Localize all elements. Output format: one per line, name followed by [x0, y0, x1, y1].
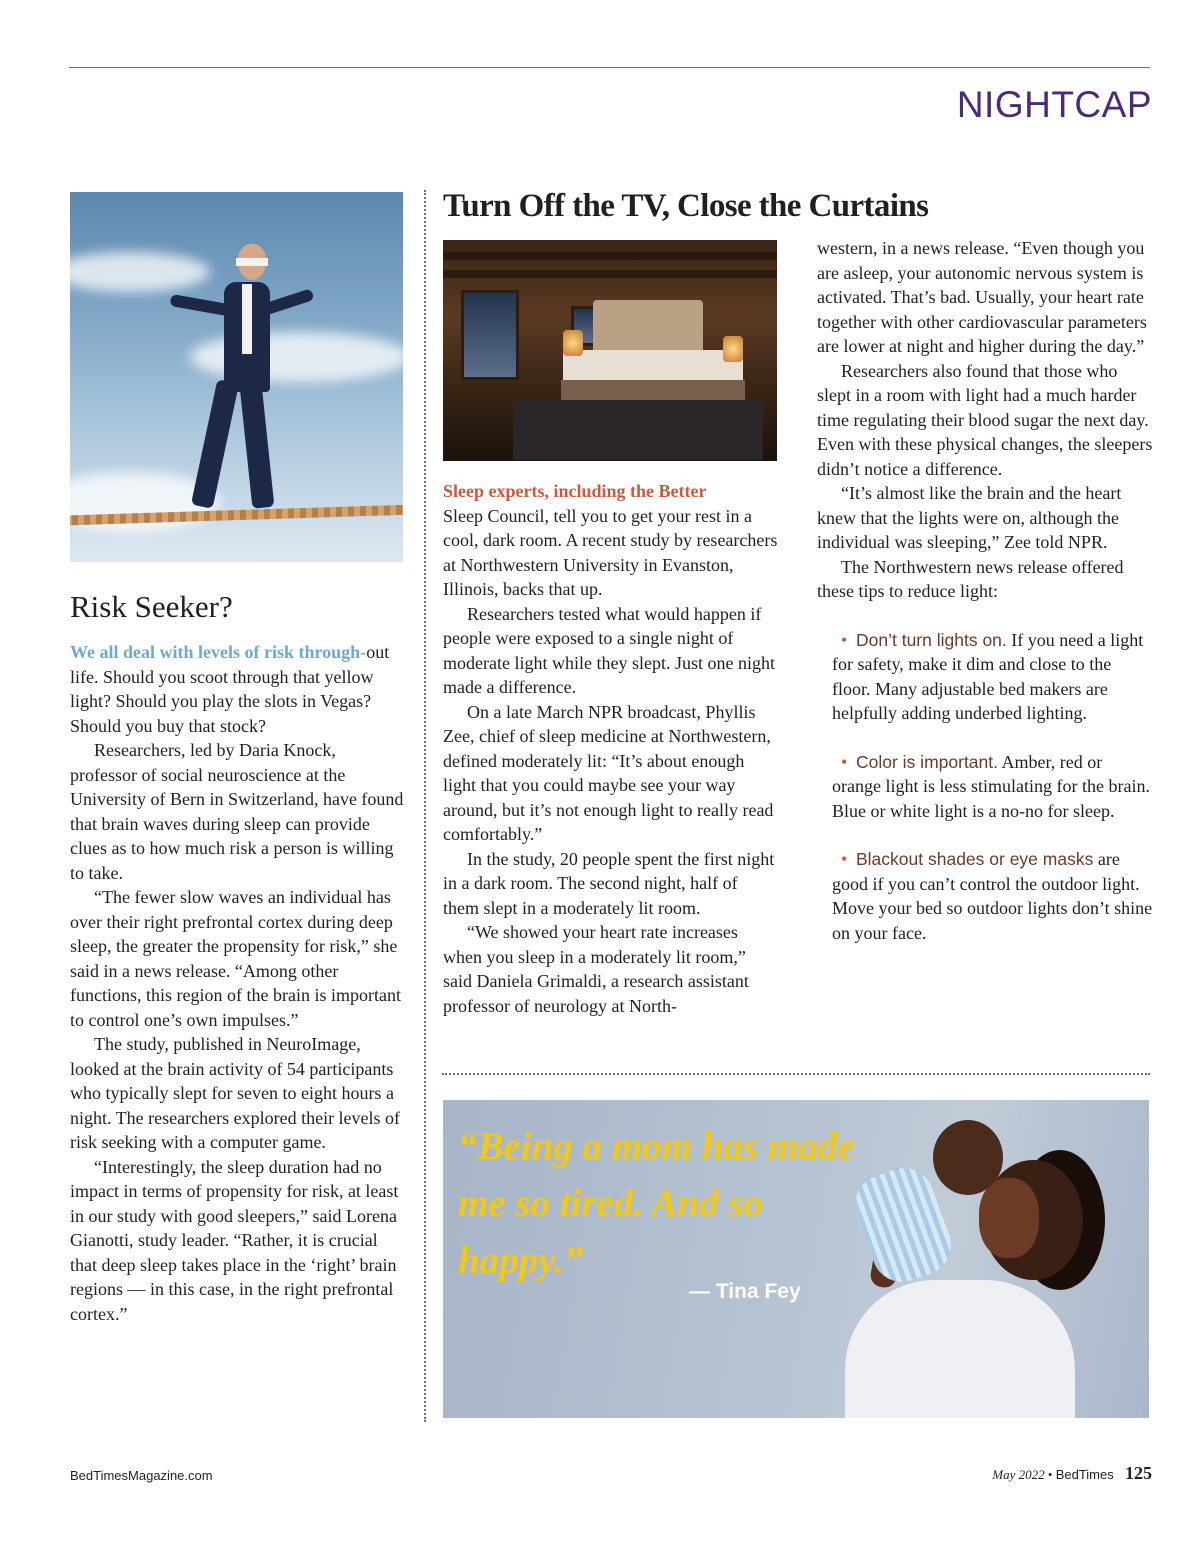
- rug: [513, 400, 763, 460]
- tip-heading: Blackout shades or eye masks: [856, 849, 1094, 869]
- tip-text: If you need a light for safety, make it dim and close to the floor. Many adjustable bed makers are helpfully adding underbed lighting.: [832, 629, 1144, 723]
- column-divider-horizontal: [442, 1073, 1150, 1075]
- footer-separator: •: [1047, 1467, 1053, 1482]
- paragraph: In the study, 20 people spent the first night in a dark room. The second night, half of them slept in a moderately lit room.: [443, 848, 775, 918]
- risk-article-title: Risk Seeker?: [70, 589, 233, 624]
- bullet-icon: •: [841, 849, 848, 869]
- tip-heading: Don’t turn lights on.: [856, 629, 1007, 650]
- footer-magazine: BedTimes: [1055, 1467, 1114, 1482]
- main-article-column-1: [443, 479, 778, 1018]
- paragraph: The Northwestern news release offered these tips to reduce light:: [817, 556, 1124, 601]
- tightrope-walker-photo: [70, 192, 403, 562]
- quote-banner: [443, 1100, 1149, 1418]
- tips-list: [817, 628, 1153, 946]
- risk-article-body: [70, 640, 405, 1326]
- paragraph: western, in a news release. “Even though you are asleep, your autonomic nervous system is activated. That’s bad. Usually, your heart rate together with other cardiovascular parameters are lower at night and higher during the day.”: [817, 238, 1147, 356]
- blindfold: [236, 258, 268, 266]
- main-article-lead-highlight: Sleep experts, including the Better: [443, 481, 707, 501]
- mother-face: [979, 1178, 1039, 1258]
- bullet-icon: •: [841, 629, 848, 650]
- quote-attribution: — Tina Fey: [689, 1280, 801, 1303]
- paragraph: out life. Should you scoot through that yellow light? Should you play the slots in Vegas? Should you buy that stock?: [70, 642, 390, 736]
- main-article-column-2: [817, 236, 1153, 969]
- page-number: 125: [1125, 1463, 1152, 1483]
- cloud-shape: [70, 252, 210, 292]
- mother-body: [845, 1280, 1075, 1418]
- section-tag: NIGHTCAP: [956, 84, 1152, 125]
- tip-item: [817, 628, 1153, 726]
- tip-text: Amber, red or orange light is less stimulating for the brain. Blue or white light is a no-no for sleep.: [832, 751, 1150, 821]
- paragraph: On a late March NPR broadcast, Phyllis Zee, chief of sleep medicine at Northwestern, defined moderately lit: “It’s about enough light that you could maybe see your way around, but it’s not enough light to really read comfortably.”: [443, 701, 774, 844]
- paragraph: “It’s almost like the brain and the heart knew that the lights were on, although the individual was sleeping,” Zee told NPR.: [817, 483, 1122, 552]
- quote-text: “Being a mom has made me so tired. And so happy.”: [458, 1125, 855, 1282]
- tip-text: are good if you can’t control the outdoor light. Move your bed so outdoor lights don’t shine on your face.: [832, 849, 1153, 943]
- bed-throw: [561, 380, 745, 402]
- bedside-lamp: [723, 336, 743, 362]
- paragraph: “Interestingly, the sleep duration had no impact in terms of propensity for risk, at least in our study with good sleepers,” said Lorena Gianotti, study leader. “Rather, it is crucial that deep sleep takes place in the ‘right’ brain regions — in this case, in the right prefrontal cortex.”: [70, 1156, 399, 1324]
- main-article-lead: [443, 479, 778, 602]
- ceiling-beam: [443, 252, 777, 260]
- paragraph: “We showed your heart rate increases when you sleep in a moderately lit room,” said Daniela Grimaldi, a research assistant professor of neurology at North-: [443, 922, 749, 1016]
- paragraph: “The fewer slow waves an individual has over their right prefrontal cortex during deep sleep, the greater the propensity for risk,” she said in a news release. “Among other functions, this region of the brain is important to control one’s own impulses.”: [70, 887, 401, 1030]
- paragraph: Researchers tested what would happen if people were exposed to a single night of moderate light while they slept. Just one night made a difference.: [443, 603, 775, 697]
- bedside-lamp: [563, 330, 583, 356]
- window: [461, 290, 519, 380]
- tip-item: [817, 750, 1153, 824]
- cloud-shape: [190, 332, 403, 382]
- footer-folio: [992, 1463, 1152, 1484]
- footer-date: May 2022: [992, 1467, 1045, 1482]
- main-article-title: Turn Off the TV, Close the Curtains: [443, 188, 929, 224]
- ceiling-beam: [443, 270, 777, 278]
- tip-heading: Color is important.: [856, 751, 998, 772]
- bullet-icon: •: [841, 751, 848, 772]
- man-leg: [240, 383, 275, 509]
- risk-article-lead-paragraph: [70, 640, 405, 738]
- risk-article-lead: We all deal with levels of risk through-: [70, 642, 367, 662]
- man-shirt: [242, 284, 252, 354]
- tip-item: [817, 847, 1153, 945]
- man-leg: [191, 379, 239, 509]
- bedroom-photo: [443, 240, 777, 461]
- top-rule: [69, 67, 1150, 68]
- paragraph: The study, published in NeuroImage, looked at the brain activity of 54 participants who typically slept for seven to eight hours a night. The researchers explored their levels of risk seeking with a computer game.: [70, 1034, 401, 1152]
- paragraph: Sleep Council, tell you to get your rest in a cool, dark room. A recent study by researchers at Northwestern University in Evanston, Illinois, backs that up.: [443, 505, 778, 599]
- baby-head: [933, 1120, 1003, 1195]
- paragraph: Researchers also found that those who slept in a room with light had a much harder time regulating their blood sugar the next day. Even with these physical changes, the sleepers didn’t notice a difference.: [817, 360, 1153, 479]
- footer-site: BedTimesMagazine.com: [70, 1468, 213, 1483]
- column-divider-vertical: [424, 190, 426, 1422]
- paragraph: Researchers, led by Daria Knock, professor of social neuroscience at the University of Bern in Switzerland, have found that brain waves during sleep can provide clues as to how much risk a person is willing to take.: [70, 740, 404, 883]
